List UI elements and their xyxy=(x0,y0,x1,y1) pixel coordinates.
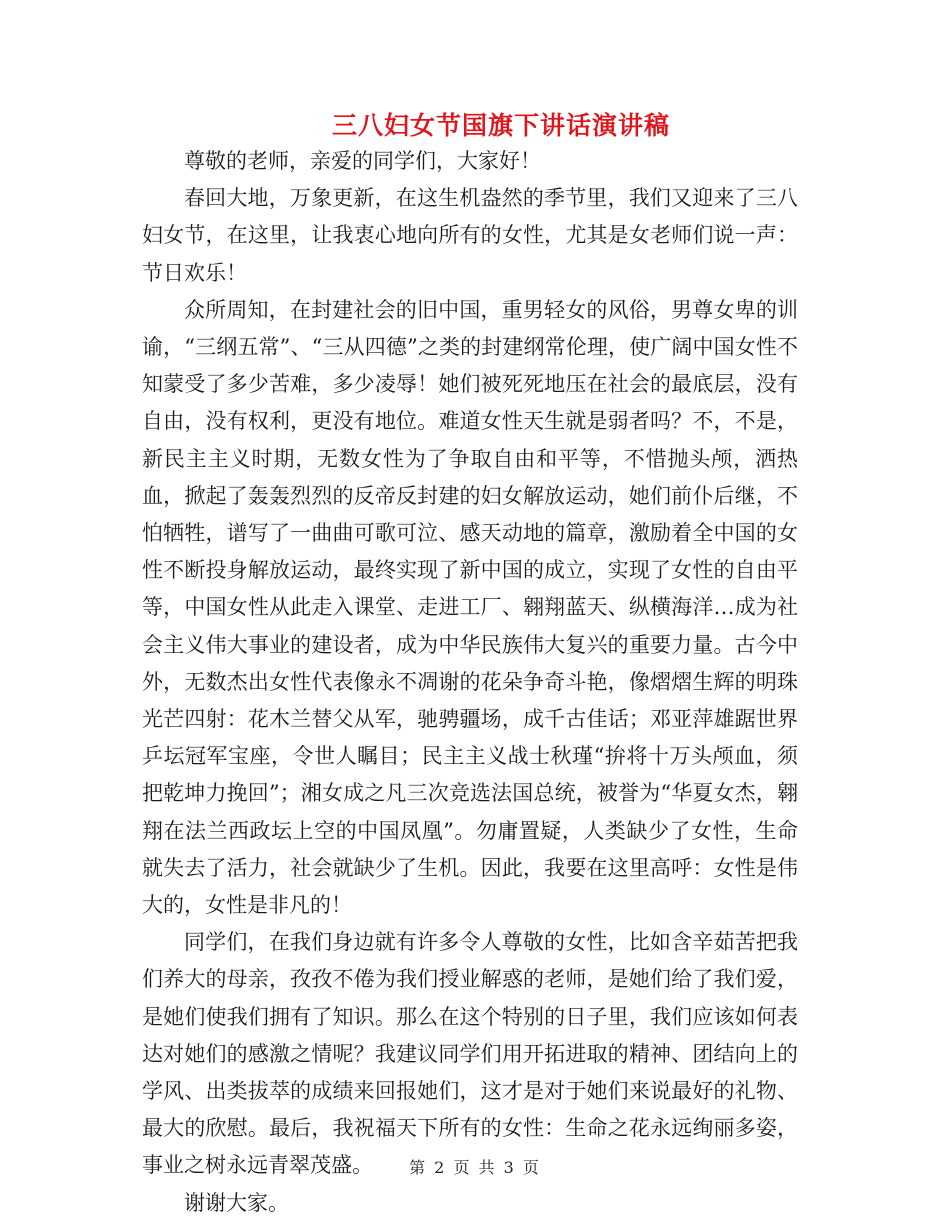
paragraph-greeting: 尊敬的老师，亲爱的同学们，大家好！ xyxy=(184,149,541,173)
document-body xyxy=(142,143,798,1222)
paragraph-closing: 谢谢大家。 xyxy=(184,1190,289,1215)
paragraph-intro: 春回大地，万象更新，在这生机盎然的季节里，我们又迎来了三八妇女节，在这里，让我衷心地向所有的女性，尤其是女老师们说一声：节日欢乐！ xyxy=(142,186,798,285)
paragraph-appeal: 同学们，在我们身边就有许多令人尊敬的女性，比如含辛茹苦把我们养大的母亲，孜孜不倦为我们授业解惑的老师，是她们给了我们爱，是她们使我们拥有了知识。那么在这个特别的日子里，我们应该如何表达对她们的感激之情呢？我建议同学们用开拓进取的精神、团结向上的学风、出类拔萃的成绩来回报她们，这才是对于她们来说最好的礼物、最大的欣慰。最后，我祝福天下所有的女性：生命之花永远绚丽多姿，事业之树永远青翠茂盛。 xyxy=(142,930,798,1178)
document-title: 三八妇女节国旗下讲话演讲稿 xyxy=(331,111,670,140)
paragraph-history: 众所周知，在封建社会的旧中国，重男轻女的风俗，男尊女卑的训谕，“三纲五常”、“三从四德”之类的封建纲常伦理，使广阔中国女性不知蒙受了多少苦难，多少凌辱！她们被死死地压在社会的最底层，没有自由，没有权利，更没有地位。难道女性天生就是弱者吗？不，不是，新民主主义时期，无数女性为了争取自由和平等，不惜抛头颅，洒热血，掀起了轰轰烈烈的反帝反封建的妇女解放运动，她们前仆后继，不怕牺牲，谱写了一曲曲可歌可泣、感天动地的篇章，激励着全中国的女性不断投身解放运动，最终实现了新中国的成立，实现了女性的自由平等，中国女性从此走入课堂、走进工厂、翱翔蓝天、纵横海洋…成为社会主义伟大事业的建设者，成为中华民族伟大复兴的重要力量。古今中外，无数杰出女性代表像永不凋谢的花朵争奇斗艳，像熠熠生辉的明珠光芒四射：花木兰替父从军，驰骋疆场，成千古佳话；邓亚萍雄踞世界乒坛冠军宝座，令世人瞩目；民主主义战士秋瑾“拚将十万头颅血，须把乾坤力挽回”；湘女成之凡三次竞选法国总统，被誉为“华夏女杰，翱翔在法兰西政坛上空的中国凤凰”。勿庸置疑，人类缺少了女性，生命就失去了活力，社会就缺少了生机。因此，我要在这里高呼：女性是伟大的，女性是非凡的！ xyxy=(142,297,798,918)
page-number-footer: 第 2 页 共 3 页 xyxy=(409,1158,541,1177)
